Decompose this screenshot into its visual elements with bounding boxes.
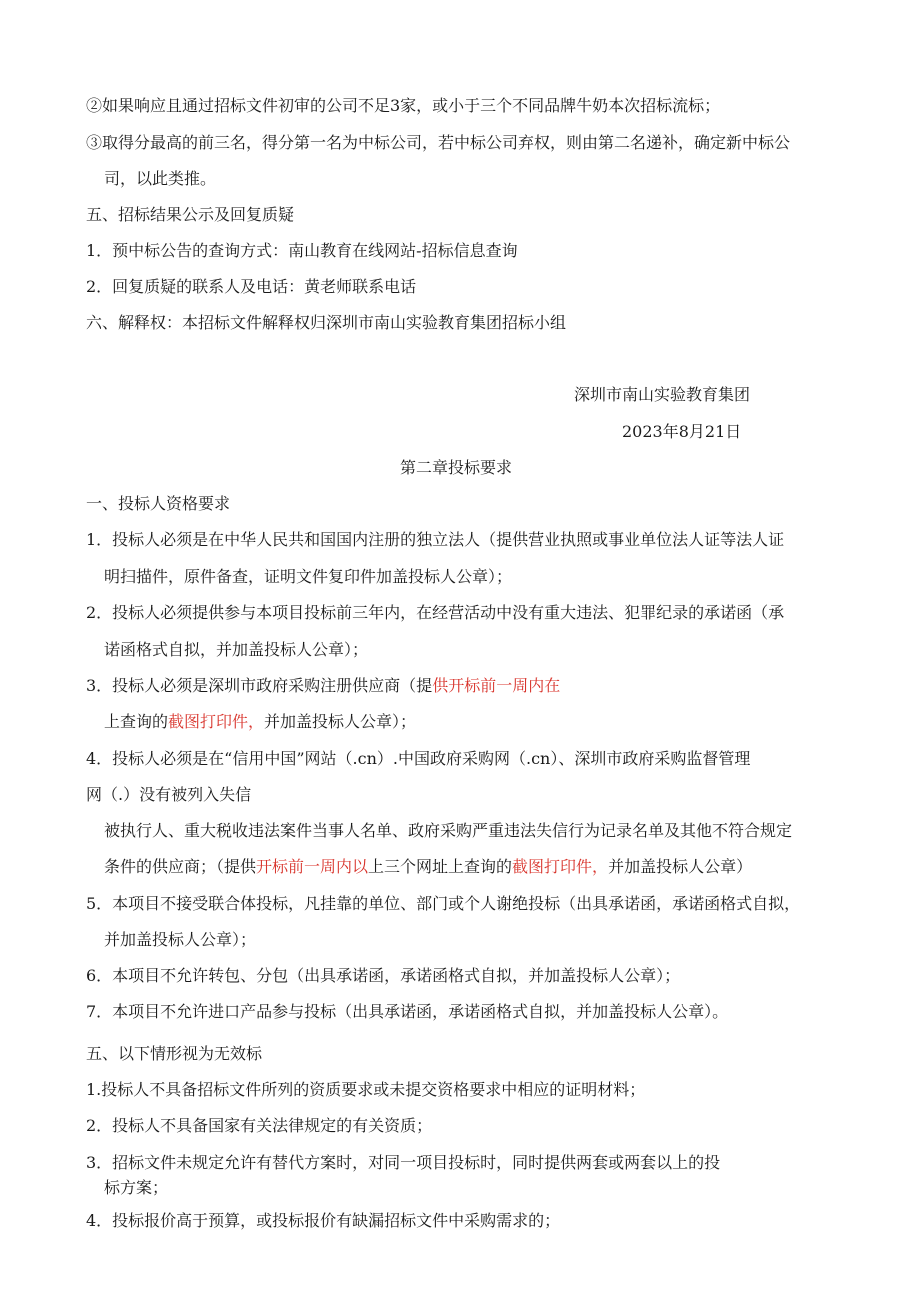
results-item-2: 2．回复质疑的联系人及电话：黄老师联系电话 <box>86 277 417 296</box>
req-3-highlight: 供开标前一周内在 <box>432 676 561 695</box>
invalid-item-3-line1: 3．招标文件未规定允许有替代方案时，对同一项目投标时，同时提供两套或两套以上的投 <box>86 1153 721 1172</box>
req-2-line1: 2．投标人必须提供参与本项目投标前三年内，在经营活动中没有重大违法、犯罪纪录的承诺函（承 <box>86 603 785 622</box>
signature-org: 深圳市南山实验教育集团 <box>574 385 751 404</box>
req-4-line2: 网（.）没有被列入失信 <box>86 785 252 804</box>
req-3-text-2: 上查询的 <box>104 712 169 731</box>
section-heading-invalid: 五、以下情形视为无效标 <box>86 1044 263 1063</box>
req-2-line2: 诺函格式自拟，并加盖投标人公章）； <box>104 640 369 659</box>
req-3-line1 <box>86 676 560 696</box>
signature-date: 2023年8月21日 <box>622 422 742 441</box>
rule-item-3-line1: ③取得分最高的前三名，得分第一名为中标公司，若中标公司弃权，则由第二名递补，确定新中标公 <box>86 133 791 152</box>
req-4-line3: 被执行人、重大税收违法案件当事人名单、政府采购严重违法失信行为记录名单及其他不符合规定 <box>104 821 793 840</box>
section-heading-results: 五、招标结果公示及回复质疑 <box>86 205 295 224</box>
req-4-line4 <box>104 857 752 877</box>
req-4-highlight-2: 截图打印件， <box>512 857 609 876</box>
invalid-item-3-line2: 标方案； <box>104 1178 169 1197</box>
req-1-line1: 1．投标人必须是在中华人民共和国国内注册的独立法人（提供营业执照或事业单位法人证等法人证 <box>86 530 785 549</box>
invalid-item-2: 2．投标人不具备国家有关法律规定的有关资质； <box>86 1116 433 1135</box>
req-5-line1: 5．本项目不接受联合体投标，凡挂靠的单位、部门或个人谢绝投标（出具承诺函，承诺函格式自拟， <box>86 894 801 913</box>
req-4-text-2: 上三个网址上查询的 <box>368 857 513 876</box>
req-4-highlight-1: 开标前一周内以 <box>256 857 369 876</box>
section-heading-qualification: 一、投标人资格要求 <box>86 494 231 513</box>
req-1-line2: 明扫描件，原件备查，证明文件复印件加盖投标人公章）； <box>104 567 513 586</box>
rule-item-2: ②如果响应且通过招标文件初审的公司不足3家，或小于三个不同品牌牛奶本次招标流标； <box>86 96 721 115</box>
req-3-text-3: 并加盖投标人公章）； <box>264 712 417 731</box>
section-heading-interpretation: 六、解释权：本招标文件解释权归深圳市南山实验教育集团招标小组 <box>86 313 567 332</box>
req-4-line1: 4．投标人必须是在“信用中国”网站（.cn）.中国政府采购网（.cn）、深圳市政府采购监督管理 <box>86 749 751 768</box>
results-item-1: 1．预中标公告的查询方式：南山教育在线网站-招标信息查询 <box>86 241 518 260</box>
req-3-line2 <box>104 712 416 732</box>
rule-item-3-line2: 司，以此类推。 <box>104 169 217 188</box>
chapter-title: 第二章投标要求 <box>400 458 513 477</box>
invalid-item-4: 4．投标报价高于预算，或投标报价有缺漏招标文件中采购需求的； <box>86 1211 561 1230</box>
req-3-text: 3．投标人必须是深圳市政府采购注册供应商（提 <box>86 676 433 695</box>
req-4-text-3: 并加盖投标人公章） <box>608 857 753 876</box>
req-4-text: 条件的供应商；（提供 <box>104 857 257 876</box>
invalid-item-1: 1.投标人不具备招标文件所列的资质要求或未提交资格要求中相应的证明材料； <box>86 1080 646 1099</box>
req-6: 6．本项目不允许转包、分包（出具承诺函，承诺函格式自拟，并加盖投标人公章）； <box>86 966 681 985</box>
req-3-highlight-2: 截图打印件， <box>168 712 265 731</box>
req-5-line2: 并加盖投标人公章）； <box>104 930 257 949</box>
req-7: 7．本项目不允许进口产品参与投标（出具承诺函，承诺函格式自拟，并加盖投标人公章）。 <box>86 1002 729 1021</box>
